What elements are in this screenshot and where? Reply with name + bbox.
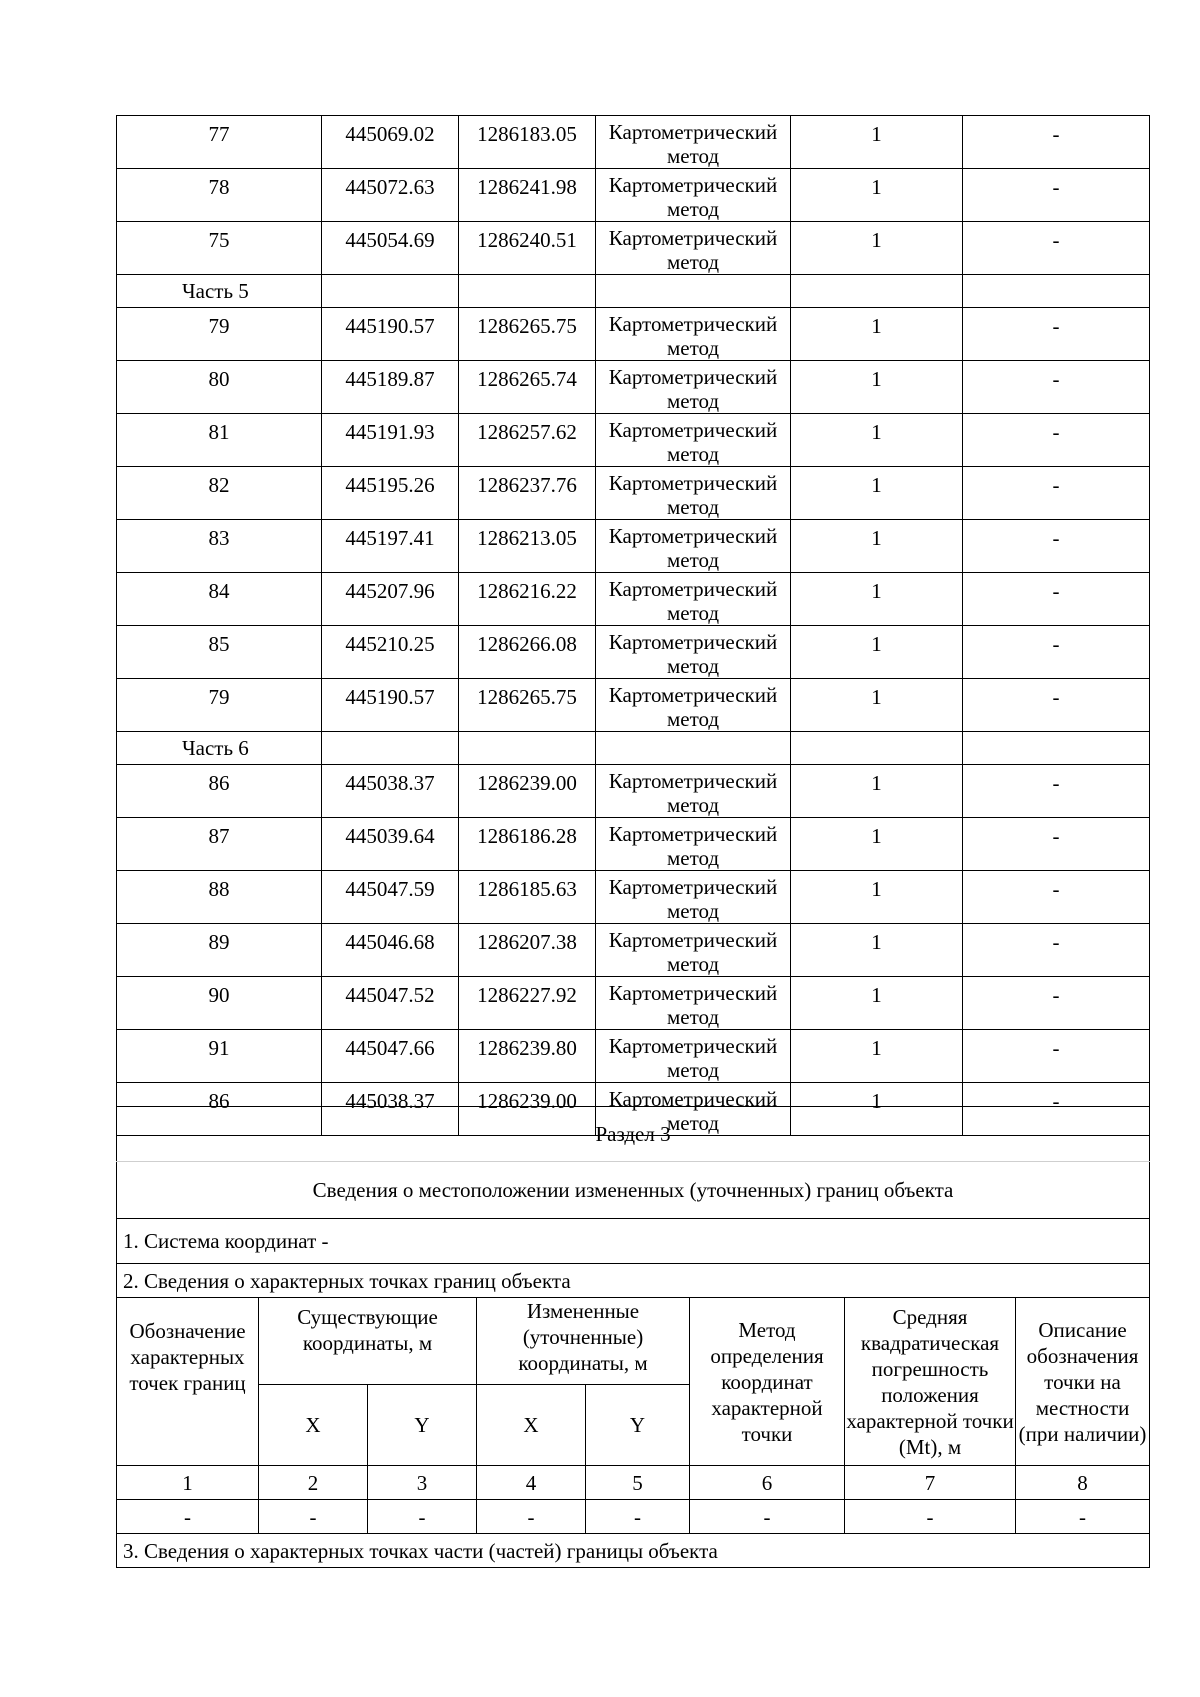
column-number: 4 xyxy=(477,1466,586,1500)
method-cell: Картометрический метод xyxy=(596,573,791,626)
section3-title: Раздел 3 xyxy=(117,1107,1150,1162)
header-changed-x: X xyxy=(477,1385,586,1466)
table-row xyxy=(117,1030,1150,1083)
coord-x: 445197.41 xyxy=(322,520,459,573)
table-row xyxy=(117,361,1150,414)
empty-cell xyxy=(596,732,791,765)
description-cell: - xyxy=(963,679,1150,732)
part-label: Часть 6 xyxy=(117,732,322,765)
accuracy-cell: 1 xyxy=(791,467,963,520)
description-cell: - xyxy=(963,573,1150,626)
table-row xyxy=(117,924,1150,977)
description-cell: - xyxy=(963,467,1150,520)
point-number: 79 xyxy=(117,308,322,361)
table-row xyxy=(117,520,1150,573)
empty-value-cell: - xyxy=(586,1500,690,1534)
description-cell: - xyxy=(963,414,1150,467)
accuracy-cell: 1 xyxy=(791,222,963,275)
method-cell: Картометрический метод xyxy=(596,414,791,467)
coord-x: 445038.37 xyxy=(322,765,459,818)
description-cell: - xyxy=(963,818,1150,871)
part-label: Часть 5 xyxy=(117,275,322,308)
points-heading: 2. Сведения о характерных точках границ объекта xyxy=(117,1264,1150,1298)
description-cell: - xyxy=(963,626,1150,679)
coordinates-table-body xyxy=(117,116,1150,1136)
accuracy-cell: 1 xyxy=(791,573,963,626)
empty-cell xyxy=(459,732,596,765)
empty-value-cell: - xyxy=(259,1500,368,1534)
accuracy-cell: 1 xyxy=(791,765,963,818)
coord-x: 445047.52 xyxy=(322,977,459,1030)
coord-y: 1286265.75 xyxy=(459,679,596,732)
table-row xyxy=(117,818,1150,871)
empty-cell xyxy=(963,275,1150,308)
table-row xyxy=(117,977,1150,1030)
parts-heading: 3. Сведения о характерных точках части (частей) границы объекта xyxy=(117,1534,1150,1568)
coord-y: 1286265.75 xyxy=(459,308,596,361)
description-cell: - xyxy=(963,169,1150,222)
description-cell: - xyxy=(963,1083,1150,1136)
description-cell: - xyxy=(963,361,1150,414)
point-number: 86 xyxy=(117,765,322,818)
table-row xyxy=(117,871,1150,924)
column-number: 7 xyxy=(845,1466,1016,1500)
method-cell: Картометрический метод xyxy=(596,467,791,520)
empty-cell xyxy=(459,275,596,308)
point-number: 75 xyxy=(117,222,322,275)
accuracy-cell: 1 xyxy=(791,871,963,924)
part-row xyxy=(117,275,1150,308)
description-cell: - xyxy=(963,222,1150,275)
method-cell: Картометрический метод xyxy=(596,169,791,222)
empty-cell xyxy=(322,732,459,765)
empty-cell xyxy=(791,275,963,308)
point-number: 90 xyxy=(117,977,322,1030)
column-number: 3 xyxy=(368,1466,477,1500)
method-cell: Картометрический метод xyxy=(596,626,791,679)
coord-y: 1286241.98 xyxy=(459,169,596,222)
point-number: 83 xyxy=(117,520,322,573)
table-row xyxy=(117,765,1150,818)
table-row xyxy=(117,679,1150,732)
coord-y: 1286213.05 xyxy=(459,520,596,573)
point-number: 89 xyxy=(117,924,322,977)
accuracy-cell: 1 xyxy=(791,679,963,732)
coord-x: 445190.57 xyxy=(322,679,459,732)
coord-x: 445189.87 xyxy=(322,361,459,414)
coord-x: 445207.96 xyxy=(322,573,459,626)
coord-x: 445069.02 xyxy=(322,116,459,169)
empty-data-row xyxy=(117,1500,1150,1534)
coord-x: 445190.57 xyxy=(322,308,459,361)
coord-x: 445072.63 xyxy=(322,169,459,222)
coord-y: 1286265.74 xyxy=(459,361,596,414)
table-row xyxy=(117,169,1150,222)
method-cell: Картометрический метод xyxy=(596,871,791,924)
method-cell: Картометрический метод xyxy=(596,679,791,732)
accuracy-cell: 1 xyxy=(791,169,963,222)
coord-x: 445210.25 xyxy=(322,626,459,679)
coord-y: 1286237.76 xyxy=(459,467,596,520)
coord-x: 445047.66 xyxy=(322,1030,459,1083)
header-changed-y: Y xyxy=(586,1385,690,1466)
method-cell: Картометрический метод xyxy=(596,1083,791,1136)
header-existing-coords: Существующие координаты, м xyxy=(259,1298,477,1385)
empty-cell xyxy=(322,275,459,308)
coord-y: 1286186.28 xyxy=(459,818,596,871)
point-number: 80 xyxy=(117,361,322,414)
description-cell: - xyxy=(963,871,1150,924)
coord-y: 1286185.63 xyxy=(459,871,596,924)
coord-y: 1286239.80 xyxy=(459,1030,596,1083)
point-number: 82 xyxy=(117,467,322,520)
header-method: Метод определения координат характерной точки xyxy=(690,1298,845,1466)
header-changed-coords: Измененные (уточненные) координаты, м xyxy=(477,1298,690,1385)
header-description: Описание обозначения точки на местности (при наличии) xyxy=(1016,1298,1150,1466)
point-number: 86 xyxy=(117,1083,322,1136)
empty-value-cell: - xyxy=(1016,1500,1150,1534)
point-number: 88 xyxy=(117,871,322,924)
method-cell: Картометрический метод xyxy=(596,818,791,871)
accuracy-cell: 1 xyxy=(791,520,963,573)
header-existing-y: Y xyxy=(368,1385,477,1466)
accuracy-cell: 1 xyxy=(791,414,963,467)
table-row xyxy=(117,308,1150,361)
accuracy-cell: 1 xyxy=(791,626,963,679)
coord-y: 1286257.62 xyxy=(459,414,596,467)
table-row xyxy=(117,573,1150,626)
coord-system-line: 1. Система координат - xyxy=(117,1219,1150,1264)
accuracy-cell: 1 xyxy=(791,977,963,1030)
table-row xyxy=(117,467,1150,520)
point-number: 87 xyxy=(117,818,322,871)
coord-x: 445046.68 xyxy=(322,924,459,977)
description-cell: - xyxy=(963,977,1150,1030)
point-number: 81 xyxy=(117,414,322,467)
column-number: 1 xyxy=(117,1466,259,1500)
empty-cell xyxy=(791,732,963,765)
column-numbers-row xyxy=(117,1466,1150,1500)
header-accuracy: Средняя квадратическая погрешность положения характерной точки (Mt), м xyxy=(845,1298,1016,1466)
method-cell: Картометрический метод xyxy=(596,116,791,169)
column-number: 2 xyxy=(259,1466,368,1500)
coord-x: 445039.64 xyxy=(322,818,459,871)
header-designation: Обозначение характерных точек границ xyxy=(117,1298,259,1466)
point-number: 91 xyxy=(117,1030,322,1083)
method-cell: Картометрический метод xyxy=(596,1030,791,1083)
accuracy-cell: 1 xyxy=(791,1030,963,1083)
coord-x: 445038.37 xyxy=(322,1083,459,1136)
coord-y: 1286183.05 xyxy=(459,116,596,169)
description-cell: - xyxy=(963,1030,1150,1083)
empty-value-cell: - xyxy=(690,1500,845,1534)
coord-y: 1286207.38 xyxy=(459,924,596,977)
accuracy-cell: 1 xyxy=(791,308,963,361)
coord-x: 445047.59 xyxy=(322,871,459,924)
coord-x: 445054.69 xyxy=(322,222,459,275)
table-row xyxy=(117,116,1150,169)
method-cell: Картометрический метод xyxy=(596,520,791,573)
description-cell: - xyxy=(963,308,1150,361)
method-cell: Картометрический метод xyxy=(596,222,791,275)
point-number: 77 xyxy=(117,116,322,169)
coord-x: 445191.93 xyxy=(322,414,459,467)
empty-value-cell: - xyxy=(477,1500,586,1534)
empty-cell xyxy=(963,732,1150,765)
table-row xyxy=(117,222,1150,275)
coord-y: 1286227.92 xyxy=(459,977,596,1030)
point-number: 79 xyxy=(117,679,322,732)
coord-y: 1286239.00 xyxy=(459,765,596,818)
coord-y: 1286216.22 xyxy=(459,573,596,626)
method-cell: Картометрический метод xyxy=(596,308,791,361)
section3-table xyxy=(116,1106,1150,1568)
method-cell: Картометрический метод xyxy=(596,924,791,977)
coord-x: 445195.26 xyxy=(322,467,459,520)
point-number: 84 xyxy=(117,573,322,626)
description-cell: - xyxy=(963,520,1150,573)
column-number: 8 xyxy=(1016,1466,1150,1500)
accuracy-cell: 1 xyxy=(791,1083,963,1136)
empty-value-cell: - xyxy=(117,1500,259,1534)
coord-y: 1286266.08 xyxy=(459,626,596,679)
point-number: 85 xyxy=(117,626,322,679)
description-cell: - xyxy=(963,924,1150,977)
part-row xyxy=(117,732,1150,765)
accuracy-cell: 1 xyxy=(791,116,963,169)
accuracy-cell: 1 xyxy=(791,924,963,977)
description-cell: - xyxy=(963,765,1150,818)
accuracy-cell: 1 xyxy=(791,818,963,871)
section3-subtitle: Сведения о местоположении измененных (уточненных) границ объекта xyxy=(117,1162,1150,1219)
column-number: 5 xyxy=(586,1466,690,1500)
method-cell: Картометрический метод xyxy=(596,977,791,1030)
empty-value-cell: - xyxy=(368,1500,477,1534)
accuracy-cell: 1 xyxy=(791,361,963,414)
column-number: 6 xyxy=(690,1466,845,1500)
point-number: 78 xyxy=(117,169,322,222)
empty-cell xyxy=(596,275,791,308)
table-row xyxy=(117,414,1150,467)
method-cell: Картометрический метод xyxy=(596,361,791,414)
coord-y: 1286240.51 xyxy=(459,222,596,275)
method-cell: Картометрический метод xyxy=(596,765,791,818)
table-row xyxy=(117,626,1150,679)
empty-value-cell: - xyxy=(845,1500,1016,1534)
coord-y: 1286239.00 xyxy=(459,1083,596,1136)
coordinates-table xyxy=(116,115,1150,1136)
header-existing-x: X xyxy=(259,1385,368,1466)
description-cell: - xyxy=(963,116,1150,169)
